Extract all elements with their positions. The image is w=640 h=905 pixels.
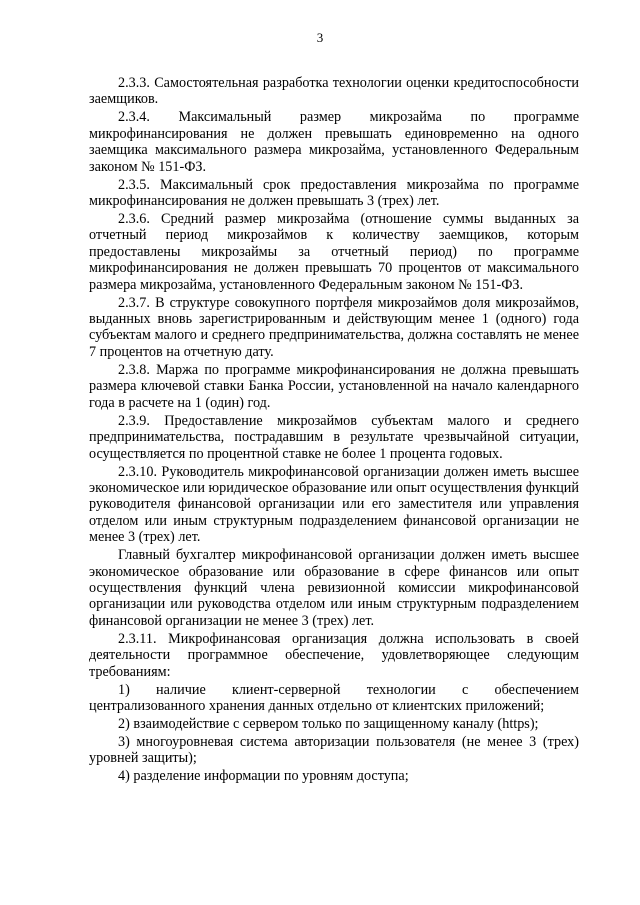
paragraph-2-3-7: 2.3.7. В структуре совокупного портфеля микрозаймов доля микрозаймов, выданных вновь зарегистрированным и действующим менее 1 (одного) года субъектам малого и среднего предпринимательства, должна составлять не менее 7 процентов на отчетную дату.: [89, 294, 579, 360]
paragraph-2-3-4: 2.3.4. Максимальный размер микрозайма по программе микрофинансирования не должен превышать единовременно на одного заемщика максимального размера микрозайма, установленного Федеральным законом № 151-ФЗ.: [89, 109, 579, 175]
paragraph-2-3-5: 2.3.5. Максимальный срок предоставления микрозайма по программе микрофинансирования не должен превышать 3 (трех) лет.: [89, 176, 579, 210]
list-item-1: 1) наличие клиент-серверной технологии с обеспечением централизованного хранения данных отдельно от клиентских приложений;: [89, 681, 579, 714]
paragraph-2-3-6: 2.3.6. Средний размер микрозайма (отношение суммы выданных за отчетный период микрозаймов к количеству заемщиков, которым предоставлены микрозаймы за отчетный период) по программе микрофинансирования не должен превышать 70 процентов от максимального размера микрозайма, установленного Федеральным законом № 151-ФЗ.: [89, 211, 579, 293]
list-item-3: 3) многоуровневая система авторизации пользователя (не менее 3 (трех) уровней защиты);: [89, 733, 579, 767]
page-number: 3: [316, 30, 324, 45]
paragraph-2-3-8: 2.3.8. Маржа по программе микрофинансирования не должна превышать размера ключевой ставки Банка России, установленной на начало календарного года в расчете на 1 (один) год.: [89, 361, 579, 411]
paragraph-chief-accountant: Главный бухгалтер микрофинансовой организации должен иметь высшее экономическое образование или образование в сфере финансов или опыт осуществления функций члена ревизионной комиссии микрофинансовой организации или руководства отделом или иным структурным подразделением финансовой организации не менее 3 (трех) лет.: [89, 547, 579, 629]
list-item-2: 2) взаимодействие с сервером только по защищенному каналу (https);: [118, 715, 539, 732]
paragraph-2-3-10: 2.3.10. Руководитель микрофинансовой организации должен иметь высшее экономическое или юридическое образование или опыт осуществления функций руководителя финансовой организации или его заместителя или управления отделом или иным структурным подразделением финансовой организации не менее 3 (трех) лет.: [89, 463, 579, 546]
document-body: [89, 75, 579, 786]
paragraph-2-3-3: 2.3.3. Самостоятельная разработка технологии оценки кредитоспособности заемщиков.: [89, 75, 579, 108]
paragraph-2-3-9: 2.3.9. Предоставление микрозаймов субъектам малого и среднего предпринимательства, пострадавшим в результате чрезвычайной ситуации, осуществляется по процентной ставке не более 1 процента годовых.: [89, 412, 579, 462]
paragraph-2-3-11: 2.3.11. Микрофинансовая организация должна использовать в своей деятельности программное обеспечение, удовлетворяющее следующим требованиям:: [89, 630, 579, 680]
list-item-4: 4) разделение информации по уровням доступа;: [118, 768, 409, 785]
